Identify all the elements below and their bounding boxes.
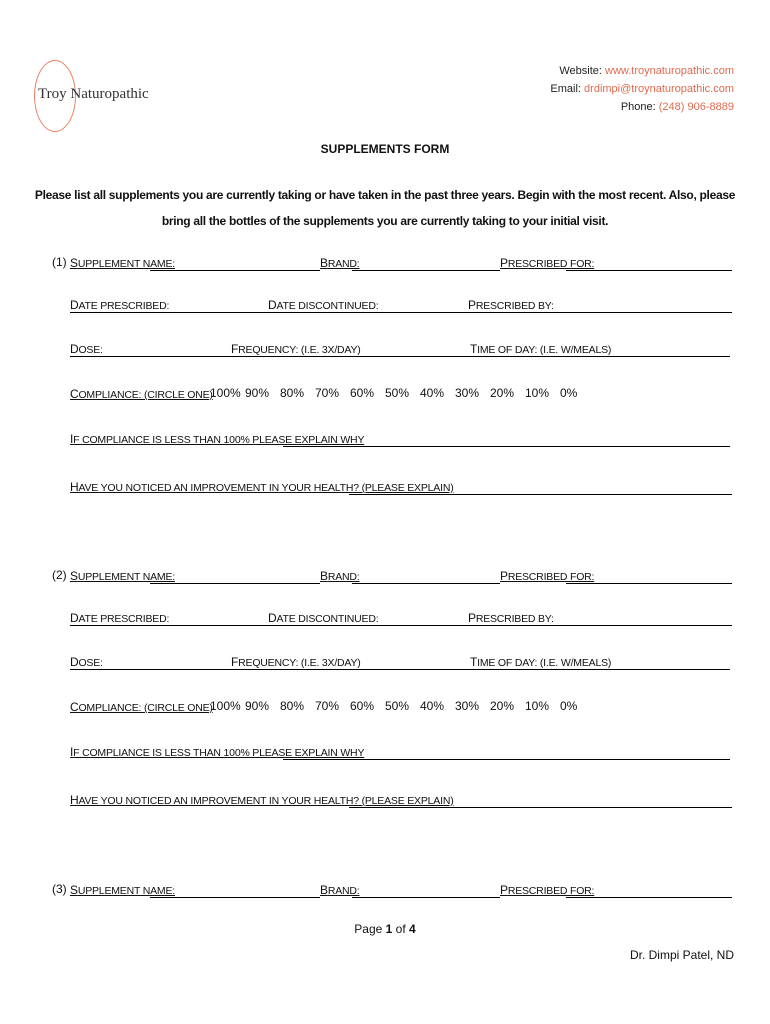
compliance-option[interactable]: 90% (245, 699, 270, 713)
compliance-option[interactable]: 30% (455, 386, 480, 400)
frequency-label: FREQUENCY: (I.E. 3X/DAY) (231, 655, 361, 669)
brand-field[interactable] (352, 897, 500, 898)
improvement-field[interactable] (349, 494, 732, 495)
compliance-option[interactable]: 30% (455, 699, 480, 713)
compliance-option[interactable]: 70% (315, 699, 340, 713)
frequency-field[interactable] (231, 356, 470, 357)
date-prescribed-field[interactable] (70, 625, 268, 626)
improvement-label: HAVE YOU NOTICED AN IMPROVEMENT IN YOUR HEALTH? (PLEASE EXPLAIN) (70, 793, 454, 807)
prescribed-by-field[interactable] (468, 625, 732, 626)
compliance-option[interactable]: 70% (315, 386, 340, 400)
brand-field[interactable] (352, 583, 500, 584)
compliance-option[interactable]: 80% (280, 699, 305, 713)
prescribed-for-field[interactable] (566, 583, 732, 584)
time-of-day-label: TIME OF DAY: (I.E. W/MEALS) (470, 655, 612, 669)
brand-label: BRAND: (320, 256, 360, 270)
website-line (559, 62, 734, 80)
prescribed-for-label: PRESCRIBED FOR: (500, 569, 595, 583)
page-indicator (0, 922, 770, 936)
prescribed-for-label: PRESCRIBED FOR: (500, 256, 595, 270)
prescribed-for-field[interactable] (566, 897, 732, 898)
date-discontinued-label: DATE DISCONTINUED: (268, 611, 379, 625)
frequency-field[interactable] (231, 669, 470, 670)
dose-field[interactable] (70, 669, 231, 670)
supplement-name-field[interactable] (150, 897, 320, 898)
compliance-option[interactable]: 100% (210, 386, 241, 400)
supplement-name-label: SUPPLEMENT NAME: (70, 256, 175, 270)
website-link[interactable]: www.troynaturopathic.com (605, 65, 734, 77)
compliance-option[interactable]: 80% (280, 386, 305, 400)
supplement-name-label: SUPPLEMENT NAME: (70, 883, 175, 897)
compliance-option[interactable]: 100% (210, 699, 241, 713)
email-link[interactable]: drdimpi@troynaturopathic.com (584, 83, 734, 95)
prescribed-by-label: PRESCRIBED BY: (468, 611, 554, 625)
phone-line (621, 98, 734, 116)
dose-label: DOSE: (70, 655, 103, 669)
date-prescribed-label: DATE PRESCRIBED: (70, 298, 170, 312)
page-label: Page (354, 922, 383, 936)
email-label: Email: (550, 83, 581, 95)
brand-label: BRAND: (320, 569, 360, 583)
section-number: (2) (52, 568, 67, 582)
compliance-option[interactable]: 40% (420, 386, 445, 400)
date-discontinued-field[interactable] (268, 312, 468, 313)
page-number: 1 (385, 922, 393, 936)
supplement-name-field[interactable] (150, 583, 320, 584)
time-of-day-field[interactable] (470, 669, 730, 670)
time-of-day-field[interactable] (470, 356, 730, 357)
date-prescribed-field[interactable] (70, 312, 268, 313)
compliance-option[interactable]: 50% (385, 386, 410, 400)
date-discontinued-label: DATE DISCONTINUED: (268, 298, 379, 312)
compliance-option[interactable]: 0% (560, 386, 578, 400)
time-of-day-label: TIME OF DAY: (I.E. W/MEALS) (470, 342, 612, 356)
compliance-option[interactable]: 0% (560, 699, 578, 713)
compliance-option[interactable]: 40% (420, 699, 445, 713)
section-number: (3) (52, 882, 67, 896)
date-prescribed-label: DATE PRESCRIBED: (70, 611, 170, 625)
doctor-signature: Dr. Dimpi Patel, ND (629, 948, 734, 962)
compliance-option[interactable]: 60% (350, 699, 375, 713)
compliance-option[interactable]: 60% (350, 386, 375, 400)
compliance-explain-field[interactable] (283, 446, 730, 447)
phone-label: Phone: (620, 101, 656, 113)
compliance-explain-field[interactable] (283, 759, 730, 760)
supplement-name-label: SUPPLEMENT NAME: (70, 569, 175, 583)
frequency-label: FREQUENCY: (I.E. 3X/DAY) (231, 342, 361, 356)
improvement-label: HAVE YOU NOTICED AN IMPROVEMENT IN YOUR HEALTH? (PLEASE EXPLAIN) (70, 480, 454, 494)
compliance-option[interactable]: 10% (525, 386, 550, 400)
brand-field[interactable] (352, 270, 500, 271)
prescribed-by-label: PRESCRIBED BY: (468, 298, 554, 312)
compliance-option[interactable]: 20% (490, 386, 515, 400)
page-total: 4 (409, 922, 416, 936)
compliance-explain-label: IF COMPLIANCE IS LESS THAN 100% PLEASE EXPLAIN WHY (70, 745, 365, 759)
form-instructions: Please list all supplements you are currently taking or have taken in the past three years. Begin with the most recent. Also, please bring all the bottles of the supplements you are currently taking to your initial visit. (34, 188, 736, 228)
dose-field[interactable] (70, 356, 231, 357)
compliance-option[interactable]: 90% (245, 386, 270, 400)
phone-value: (248) 906-8889 (658, 101, 734, 113)
compliance-explain-label: IF COMPLIANCE IS LESS THAN 100% PLEASE EXPLAIN WHY (70, 432, 365, 446)
compliance-label: COMPLIANCE: (CIRCLE ONE) (70, 700, 213, 714)
prescribed-for-field[interactable] (566, 270, 732, 271)
section-number: (1) (52, 255, 67, 269)
prescribed-by-field[interactable] (468, 312, 732, 313)
dose-label: DOSE: (70, 342, 103, 356)
compliance-option[interactable]: 10% (525, 699, 550, 713)
logo-text: Troy Naturopathic (38, 86, 149, 102)
prescribed-for-label: PRESCRIBED FOR: (500, 883, 595, 897)
improvement-field[interactable] (349, 807, 732, 808)
of-label: of (395, 922, 406, 936)
compliance-option[interactable]: 50% (385, 699, 410, 713)
supplement-name-field[interactable] (150, 270, 320, 271)
brand-label: BRAND: (320, 883, 360, 897)
website-label: Website: (559, 65, 602, 77)
date-discontinued-field[interactable] (268, 625, 468, 626)
compliance-label: COMPLIANCE: (CIRCLE ONE) (70, 387, 213, 401)
compliance-option[interactable]: 20% (490, 699, 515, 713)
form-title: SUPPLEMENTS FORM (320, 142, 450, 156)
email-line (550, 80, 734, 98)
